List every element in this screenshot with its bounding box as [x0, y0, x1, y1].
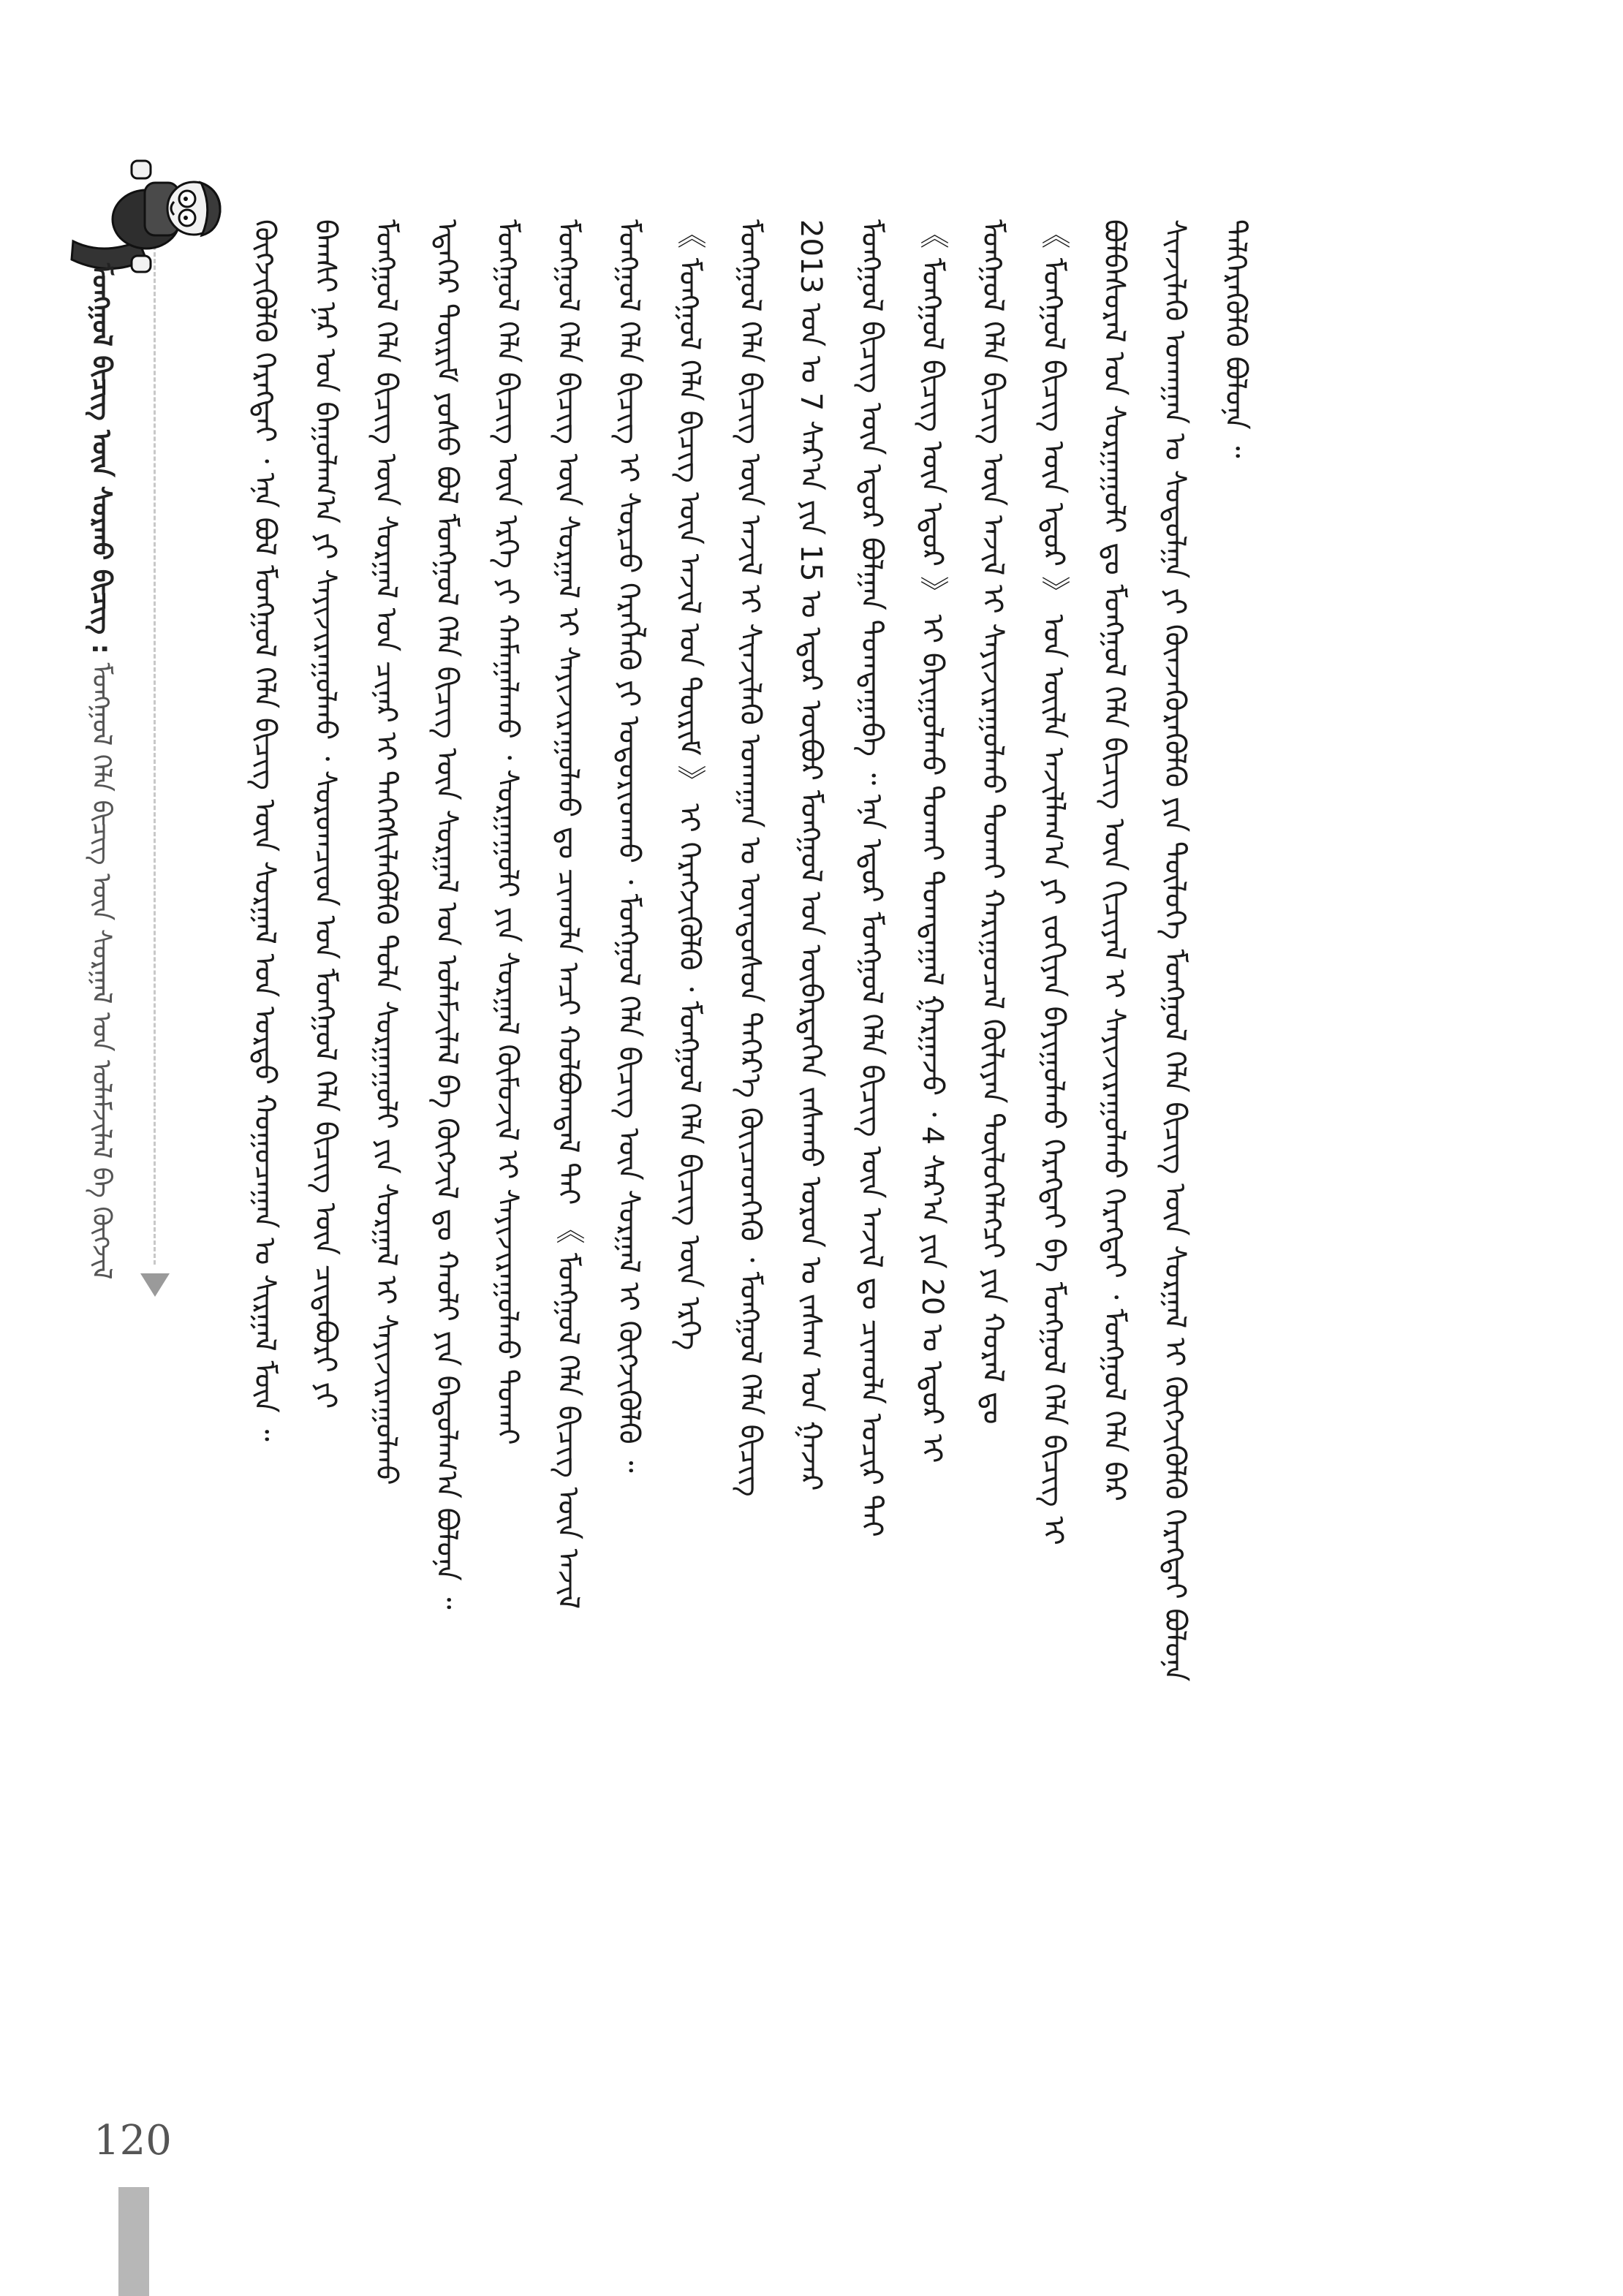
text-column: ᠡᠳᠡᠭᠡᠷ ᠳᠦᠷᠢᠮ ᠶᠣᠰᠤ ᠪᠣᠯ ᠮᠣᠩᠭᠣᠯ ᠬᠡᠯᠡ ᠪᠢᠴᠢᠭ᠌ ᠦᠨ ᠰᠤᠷᠭᠠᠯ ᠤᠨ ᠤᠯᠠᠮᠵᠢᠯᠠᠯ ᠪᠠ ᠬᠥᠭᠵᠢᠯ ᠳᠤ ᠬᠠᠤᠯᠢ ᠶᠢᠨ ᠪᠠᠲᠤᠯᠠᠭ᠎ᠠ ᠪᠣᠯᠤᠨᠠ ᠃: [430, 219, 464, 1610]
running-header: [79, 263, 130, 1301]
running-header-rest: ᠮᠣᠩᠭᠣᠯ ᠬᠡᠯᠡ ᠪᠢᠴᠢᠭ᠌ ᠦᠨ ᠰᠤᠷᠭᠠᠯ ᠤᠨ ᠤᠯᠠᠮᠵᠢᠯᠠᠯ ᠪᠠ ᠬᠥᠭᠵᠢᠯ: [86, 662, 116, 1280]
text-column: ᠮᠣᠩᠭᠣᠯ ᠬᠡᠯᠡ ᠪᠢᠴᠢᠭ᠌ ᠦᠨ ᠰᠤᠷᠭᠠᠯ ᠢ ᠰᠠᠶᠢᠵᠢᠷᠠᠭᠤᠯᠬᠤ ᠳᠤ ᠴᠢᠬᠤᠯᠠ ᠠᠴᠢ ᠬᠤᠯᠪᠣᠭᠳᠠᠯ ᠲᠠᠢ 《 ᠮᠣᠩᠭᠣᠯ ᠬᠡᠯᠡ ᠪᠢᠴᠢᠭ᠌ ᠦᠨ ᠠᠵᠢᠯ: [551, 219, 585, 1610]
text-column: ᠮᠣᠩᠭᠣᠯ ᠬᠡᠯᠡ ᠪᠢᠴᠢᠭ᠌ ᠦᠨ ᠰᠤᠷᠭᠠᠯ ᠤᠨ ᠴᠢᠨᠠᠷ ᠢ ᠳᠡᠭᠡᠭᠰᠢᠯᠡᠭᠦᠯᠬᠦ ᠲᠤᠯᠠ ᠰᠤᠷᠭᠠᠭᠤᠯᠢ ᠶᠢᠨ ᠰᠤᠷᠭᠠᠯ ᠢ ᠰᠠᠶᠢᠵᠢᠷᠠᠭᠤᠯᠬᠤ: [369, 219, 403, 1485]
text-column: 《 ᠮᠣᠩᠭᠣᠯ ᠪᠢᠴᠢᠭ᠌ ᠦᠨ ᠡᠳᠦᠷ 》 ᠤᠨ ᠦᠢᠯᠡ ᠠᠵᠢᠯᠯᠠᠭ᠎ᠠ ᠶᠢ ᠵᠣᠬᠢᠶᠠᠨ ᠪᠠᠶᠢᠭᠤᠯᠬᠤ ᠬᠡᠷᠡᠭᠲᠡᠢ ᠪᠠ ᠮᠣᠩᠭᠣᠯ ᠬᠡᠯᠡ ᠪᠢᠴᠢᠭ᠌ ᠢ: [1037, 219, 1070, 1545]
text-column: 《 ᠮᠣᠩᠭᠣᠯ ᠬᠡᠯᠡ ᠪᠢᠴᠢᠭ᠌ ᠦᠨ ᠠᠵᠢᠯ ᠤᠨ ᠳᠦᠷᠢᠮ 》 ᠢ ᠬᠡᠷᠡᠭᠵᠢᠭᠦᠯᠬᠦ ᠂ ᠮᠣᠩᠭᠣᠯ ᠬᠡᠯᠡ ᠪᠢᠴᠢᠭ᠌ ᠦᠨ ᠡᠷᠬᠡ: [673, 219, 706, 1351]
mascot-illustration: [58, 132, 234, 285]
running-header-bold: ᠮᠣᠩᠭᠣᠯ ᠪᠢᠴᠢᠭ᠌ ᠦᠨ ᠰᠤᠷᠬᠤ ᠪᠢᠴᠢᠭ᠌ :: [86, 263, 116, 654]
text-column: ᠮᠣᠩᠭᠣᠯ ᠬᠡᠯᠡ ᠪᠢᠴᠢᠭ᠌ ᠢ ᠰᠤᠷᠴᠤ ᠬᠡᠷᠡᠭᠯᠡᠬᠦ ᠶᠢ ᠤᠳᠤᠷᠢᠳᠬᠤ ᠂ ᠮᠣᠩᠭᠣᠯ ᠬᠡᠯᠡ ᠪᠢᠴᠢᠭ᠌ ᠦᠨ ᠰᠤᠷᠭᠠᠯ ᠢ ᠬᠥᠭᠵᠢᠭᠦᠯᠬᠦ ᠃: [612, 219, 646, 1473]
text-column: ᠰᠢᠨᠵᠢᠯᠡᠬᠦ ᠤᠬᠠᠭᠠᠨ ᠤ ᠰᠣᠳᠤᠯᠭᠠ ᠶᠢ ᠭᠦᠨᠵᠡᠭᠦᠷᠡᠭᠦᠯᠬᠦ ᠶᠢᠨ ᠲᠥᠯᠥᠭᠡ ᠮᠣᠩᠭᠣᠯ ᠬᠡᠯᠡ ᠪᠢᠴᠢᠭ᠌ ᠦᠨ ᠰᠤᠷᠭᠠᠯ ᠢ ᠬᠥᠭᠵᠢᠭᠦᠯᠬᠦ ᠬᠡᠷᠡᠭᠲᠡᠢ ᠪᠣᠯᠤᠨᠠ: [1158, 219, 1192, 1682]
body-text: [228, 219, 1266, 2061]
text-column: ᠮᠣᠩᠭᠣᠯ ᠬᠡᠯᠡ ᠪᠢᠴᠢᠭ᠌ ᠦᠨ ᠠᠵᠢᠯ ᠢ ᠰᠢᠨᠵᠢᠯᠡᠬᠦ ᠤᠬᠠᠭᠠᠨ ᠤ ᠦᠨᠳᠦᠰᠦᠨ ᠳᠡᠭᠡᠷ᠎ᠡ ᠭᠦᠢᠴᠡᠳᠬᠡᠬᠦ ᠂ ᠮᠣᠩᠭᠣᠯ ᠬᠡᠯᠡ ᠪᠢᠴᠢᠭ᠌: [733, 219, 767, 1497]
running-header-text: [79, 263, 123, 1280]
text-column: ᠮᠣᠩᠭᠣᠯ ᠬᠡᠯᠡ ᠪᠢᠴᠢᠭ᠌ ᠦᠨ ᠠᠵᠢᠯ ᠢ ᠰᠠᠶᠢᠵᠢᠷᠠᠭᠤᠯᠬᠤ ᠲᠤᠬᠠᠢ ᠬᠠᠷᠢᠭᠤᠴᠠᠯ ᠬᠦᠯᠢᠶᠡᠨ ᠲᠥᠯᠦᠭᠡᠯᠡᠭᠴᠢ ᠶᠢᠨ ᠬᠤᠷᠠᠯ ᠳᠤ: [976, 219, 1010, 1425]
text-column: ᠬᠥᠭᠵᠢᠭᠦᠯᠬᠦ ᠬᠡᠷᠡᠭᠲᠡᠢ ᠂ ᠡᠨᠡ ᠪᠣᠯ ᠮᠣᠩᠭᠣᠯ ᠬᠡᠯᠡ ᠪᠢᠴᠢᠭ᠌ ᠦᠨ ᠰᠤᠷᠭᠠᠯ ᠤᠨ ᠤᠷᠲᠤ ᠬᠤᠭᠤᠴᠠᠭᠠᠨ ᠤ ᠰᠢᠷᠭᠠᠯ ᠮᠥᠨ ᠃: [248, 219, 281, 1441]
text-column: 《 ᠮᠣᠩᠭᠣᠯ ᠪᠢᠴᠢᠭ᠌ ᠦᠨ ᠡᠳᠦᠷ 》 ᠢ ᠪᠠᠶᠢᠭᠤᠯᠬᠤ ᠲᠤᠬᠠᠢ ᠲᠣᠭᠲᠠᠭᠠᠯ ᠭᠠᠷᠭᠠᠵᠤ ᠂ 4 ᠰᠠᠷ᠎ᠠ ᠶᠢᠨ 20 ᠤ ᠡᠳᠦᠷ ᠢ: [915, 219, 949, 1463]
text-column: ᠪᠣᠯᠪᠠᠰᠤᠷᠠᠯ ᠤᠨ ᠰᠤᠷᠭᠠᠭᠤᠯᠢ ᠳᠤ ᠮᠣᠩᠭᠣᠯ ᠬᠡᠯᠡ ᠪᠢᠴᠢᠭ᠌ ᠦᠨ ᠬᠢᠴᠢᠶᠡᠯ ᠢ ᠰᠠᠶᠢᠵᠢᠷᠠᠭᠤᠯᠬᠤ ᠬᠡᠷᠡᠭᠲᠡᠢ ᠂ ᠮᠣᠩᠭᠣᠯ ᠬᠡᠯᠡ ᠪᠡᠷ: [1097, 219, 1131, 1501]
text-column: ᠪᠠᠭᠰᠢ ᠨᠠᠷ ᠤᠨ ᠪᠠᠭᠤᠯᠠᠭ᠎ᠠ ᠶᠢ ᠰᠠᠶᠢᠵᠢᠷᠠᠭᠤᠯᠬᠤ ᠂ ᠰᠤᠷᠤᠭᠴᠢᠳ ᠤᠨ ᠮᠣᠩᠭᠣᠯ ᠬᠡᠯᠡ ᠪᠢᠴᠢᠭ᠌ ᠦᠨ ᠴᠢᠳᠠᠪᠤᠷᠢ ᠶᠢ: [309, 219, 342, 1409]
text-column: ᠮᠣᠩᠭᠣᠯ ᠪᠢᠴᠢᠭ᠌ ᠦᠨ ᠡᠳᠦᠷ ᠪᠣᠯᠭᠠᠨ ᠲᠣᠭᠲᠠᠭᠠᠪᠠ ᠃ ᠡᠨᠡ ᠡᠳᠦᠷ ᠮᠣᠩᠭᠣᠯ ᠬᠡᠯᠡ ᠪᠢᠴᠢᠭ᠌ ᠦᠨ ᠠᠵᠢᠯ ᠳᠤ ᠴᠢᠬᠤᠯᠠ ᠤᠴᠢᠷ ᠲᠠᠢ: [855, 219, 888, 1537]
text-column: 2013 ᠣᠨ ᠤ 7 ᠰᠠᠷ᠎ᠠ ᠶᠢᠨ 15 ᠤ ᠡᠳᠦᠷ ᠥᠪᠥᠷ ᠮᠣᠩᠭᠣᠯ ᠤᠨ ᠥᠪᠡᠷᠲᠡᠭᠡᠨ ᠵᠠᠰᠠᠬᠤ ᠣᠷᠤᠨ ᠤ ᠵᠠᠰᠠᠭ ᠤᠨ ᠭᠠᠵᠠᠷ: [794, 219, 828, 1491]
text-column: ᠮᠣᠩᠭᠣᠯ ᠬᠡᠯᠡ ᠪᠢᠴᠢᠭ᠌ ᠦᠨ ᠡᠷᠬᠡ ᠶᠢ ᠬᠠᠮᠠᠭᠠᠯᠠᠬᠤ ᠂ ᠰᠤᠷᠭᠠᠭᠤᠯᠢ ᠶᠢᠨ ᠰᠤᠷᠭᠠᠯ ᠬᠥᠮᠦᠵᠢᠯ ᠢ ᠰᠠᠶᠢᠵᠢᠷᠠᠭᠤᠯᠬᠤ ᠲᠤᠬᠠᠢ: [491, 219, 524, 1445]
header-divider: [154, 219, 156, 1265]
page-edge-tab: [118, 2187, 149, 2296]
text-column: ᠳᠡᠯᠭᠡᠷᠡᠭᠦᠯᠬᠦ ᠪᠣᠯᠤᠨᠠ ᠃: [1219, 219, 1252, 458]
triangle-arrow-icon: [140, 1273, 170, 1297]
page-number: 120: [94, 2117, 172, 2164]
